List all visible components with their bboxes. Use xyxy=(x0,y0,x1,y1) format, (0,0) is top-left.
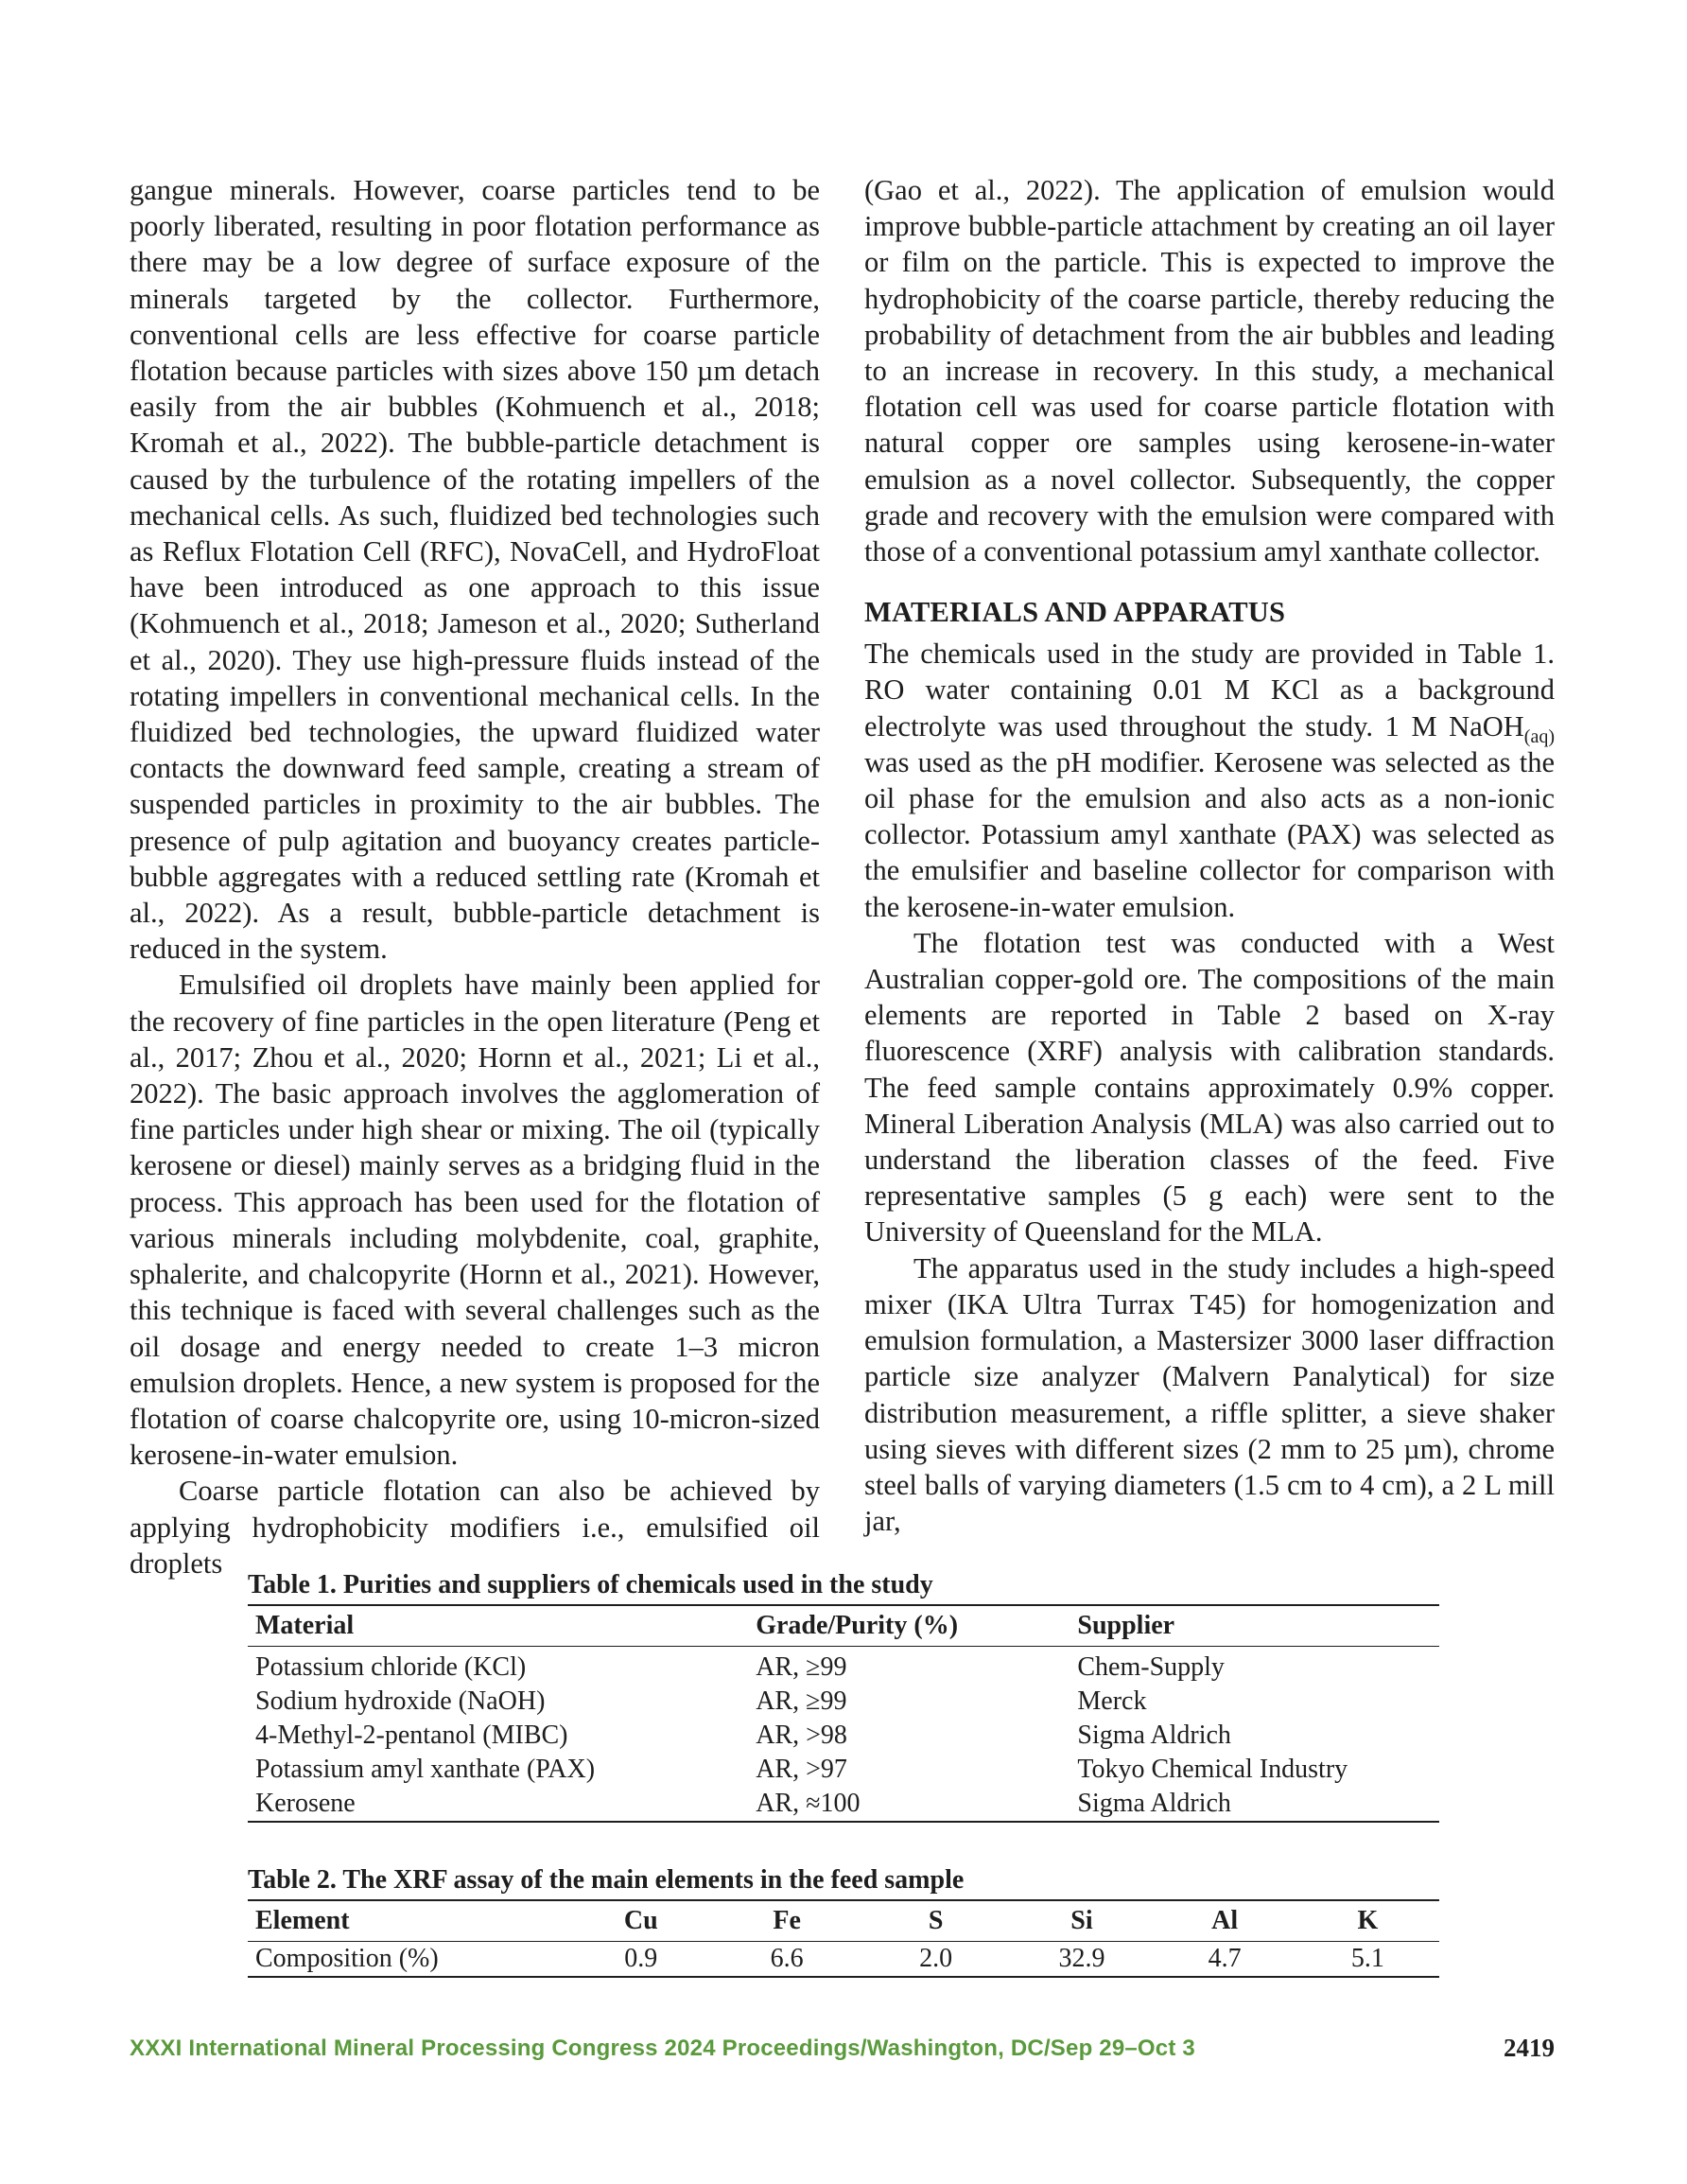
paragraph: Emulsified oil droplets have mainly been applied for the recovery of fine particles in the open literature (Peng et al., 2017; Zhou et al., 2020; Hornn et al., 2021; Li et al., 2022). The basic approach involves the agglomeration of fine particles under high shear or mixing. The oil (typically kerosene or diesel) mainly serves as a bridging fluid in the process. This approach has been used for the flotation of various minerals including molybdenite, coal, graphite, sphalerite, and chalcopyrite (Hornn et al., 2021). However, this technique is faced with several challenges such as the oil dosage and energy needed to create 1–3 micron emulsion droplets. Hence, a new system is proposed for the flotation of coarse chalcopyrite ore, using 10-micron-sized kerosene-in-water emulsion. xyxy=(130,969,820,1472)
table-cell: 0.9 xyxy=(624,1944,658,1973)
paragraph: Coarse particle flotation can also be achieved by applying hydrophobicity modifiers i.e., emulsified oil droplets xyxy=(130,1475,820,1580)
left-column xyxy=(130,172,820,1581)
table-row xyxy=(248,1942,1439,1978)
table-cell: AR, ≈100 xyxy=(756,1789,861,1818)
table-cell: Composition (%) xyxy=(255,1944,439,1973)
table-cell: Tokyo Chemical Industry xyxy=(1077,1755,1348,1784)
column-header: Grade/Purity (%) xyxy=(756,1611,959,1640)
table-cell: AR, >97 xyxy=(756,1755,847,1784)
column-header: Material xyxy=(255,1611,355,1640)
table-cell: 5.1 xyxy=(1350,1944,1384,1973)
paragraph: The apparatus used in the study includes a high-speed mixer (IKA Ultra Turrax T45) for homogenization and emulsion formulation, a Mastersizer 3000 laser diffraction particle size analyzer (Malvern Panalytical) for size distribution measurement, a riffle splitter, a sieve shaker using sieves with different sizes (2 mm to 25 µm), chrome steel balls of varying diameters (1.5 cm to 4 cm), a 2 L mill jar, xyxy=(864,1251,1555,1538)
table-cell: 4.7 xyxy=(1208,1944,1242,1973)
column-header: S xyxy=(928,1906,944,1935)
paragraph-text: was used as the pH modifier. Kerosene was selected as the oil phase for the emulsion and also acts as a non-ionic collector. Potassium amyl xanthate (PAX) was selected as the emulsifier and baseline collector for comparison with the kerosene-in-water emulsion. xyxy=(864,745,1555,923)
table-cell: Sodium hydroxide (NaOH) xyxy=(255,1686,546,1716)
table-row xyxy=(248,1787,1439,1822)
table-cell: 6.6 xyxy=(770,1944,804,1973)
table-row xyxy=(248,1719,1439,1753)
table-caption: Table 1. Purities and suppliers of chemicals used in the study xyxy=(248,1570,933,1599)
xrf-assay-table xyxy=(248,1899,1439,1978)
table-row xyxy=(248,1685,1439,1719)
paragraph: (Gao et al., 2022). The application of emulsion would improve bubble-particle attachment by creating an oil layer or film on the particle. This is expected to improve the hydrophobicity of the coarse particle, thereby reducing the probability of detachment from the air bubbles and leading to an increase in recovery. In this study, a mechanical flotation cell was used for coarse particle flotation with natural copper ore samples using kerosene-in-water emulsion as a novel collector. Subsequently, the copper grade and recovery with the emulsion were compared with those of a conventional potassium amyl xanthate collector. xyxy=(864,174,1555,568)
table-cell: AR, ≥99 xyxy=(756,1652,847,1682)
table-cell: Kerosene xyxy=(255,1789,356,1818)
column-header: K xyxy=(1357,1906,1379,1935)
paragraph: The flotation test was conducted with a West Australian copper-gold ore. The compositions of the main elements are reported in Table 2 based on X-ray fluorescence (XRF) analysis with calibration standards. The feed sample contains approximately 0.9% copper. Mineral Liberation Analysis (MLA) was also carried out to understand the liberation classes of the feed. Five representative samples (5 g each) were sent to the University of Queensland for the MLA. xyxy=(864,926,1555,1249)
table-cell: AR, >98 xyxy=(756,1721,847,1750)
table-cell: Potassium amyl xanthate (PAX) xyxy=(255,1755,596,1784)
table-2 xyxy=(248,1863,1439,1978)
table-1 xyxy=(248,1568,1439,1823)
table-cell: AR, ≥99 xyxy=(756,1686,847,1716)
column-header: Al xyxy=(1211,1906,1239,1935)
table-cell: Merck xyxy=(1077,1686,1147,1716)
table-cell: Potassium chloride (KCl) xyxy=(255,1652,527,1682)
column-header: Fe xyxy=(773,1906,801,1935)
column-header: Element xyxy=(255,1906,350,1935)
table-cell: 2.0 xyxy=(919,1944,953,1973)
table-caption: Table 2. The XRF assay of the main elements in the feed sample xyxy=(248,1865,965,1895)
chemicals-table xyxy=(248,1604,1439,1823)
table-cell: Sigma Aldrich xyxy=(1077,1789,1231,1818)
paragraph: gangue minerals. However, coarse particles tend to be poorly liberated, resulting in poor flotation performance as there may be a low degree of surface exposure of the minerals targeted by the collector. Furthermore, conventional cells are less effective for coarse particle flotation because particles with sizes above 150 µm detach easily from the air bubbles (Kohmuench et al., 2018; Kromah et al., 2022). The bubble-particle detachment is caused by the turbulence of the rotating impellers of the mechanical cells. As such, fluidized bed technologies such as Reflux Flotation Cell (RFC), NovaCell, and HydroFloat have been introduced as one approach to this issue (Kohmuench et al., 2018; Jameson et al., 2020; Sutherland et al., 2020). They use high-pressure fluids instead of the rotating impellers in conventional mechanical cells. In the fluidized bed technologies, the upward fluidized water contacts the downward feed sample, creating a stream of suspended particles in proximity to the air bubbles. The presence of pulp agitation and buoyancy creates particle-bubble aggregates with a reduced settling rate (Kromah et al., 2022). As a result, bubble-particle detachment is reduced in the system. xyxy=(130,174,820,966)
page-number: 2419 xyxy=(1504,2034,1555,2062)
subscript: (aq) xyxy=(1523,725,1555,747)
table-row xyxy=(248,1647,1439,1686)
table-row xyxy=(248,1753,1439,1787)
table-cell: Chem-Supply xyxy=(1077,1652,1225,1682)
table-header-row xyxy=(248,1605,1439,1647)
footer-proceedings: XXXI International Mineral Processing Congress 2024 Proceedings/Washington, DC/Sep 29–Oct 3 xyxy=(130,2035,1195,2061)
paragraph xyxy=(864,636,1555,925)
column-header: Cu xyxy=(623,1906,658,1935)
paragraph-text: The chemicals used in the study are provided in Table 1. RO water containing 0.01 M KCl as a background electrolyte was used throughout the study. 1 M NaOH xyxy=(864,638,1555,743)
section-heading: MATERIALS AND APPARATUS xyxy=(864,596,1286,629)
column-header: Si xyxy=(1070,1906,1093,1935)
table-cell: 4-Methyl-2-pentanol (MIBC) xyxy=(255,1721,568,1750)
column-header: Supplier xyxy=(1077,1611,1175,1640)
table-cell: 32.9 xyxy=(1058,1944,1105,1973)
right-column xyxy=(864,172,1555,1539)
table-header-row xyxy=(248,1900,1439,1942)
table-cell: Sigma Aldrich xyxy=(1077,1721,1231,1750)
